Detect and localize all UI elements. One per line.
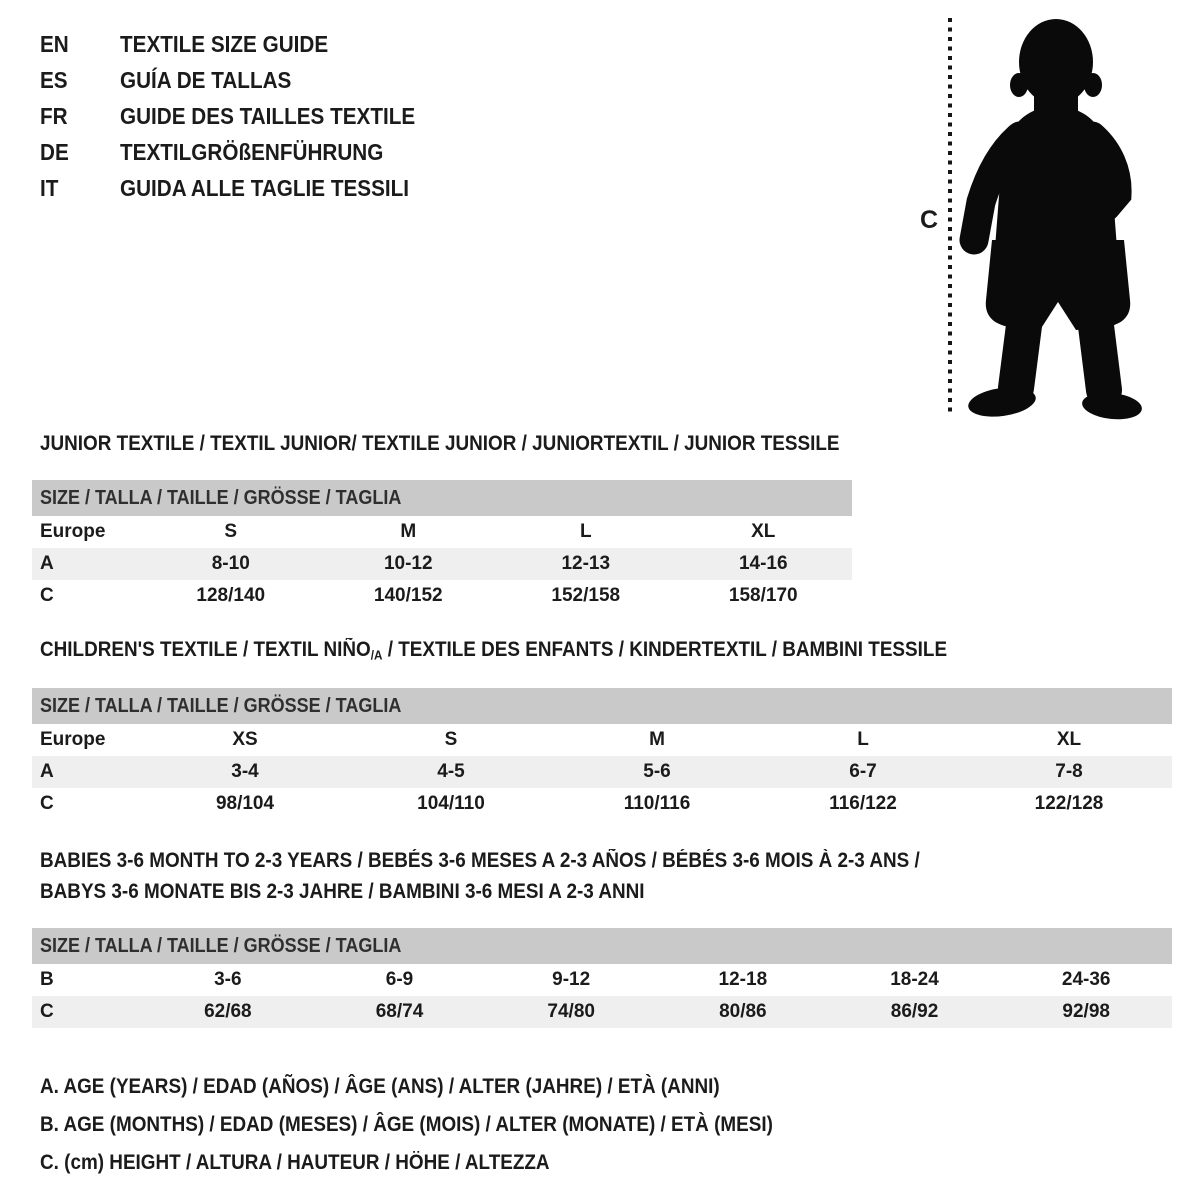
value-cell: 6-7 — [849, 761, 877, 782]
children-title-sub: /A — [370, 647, 383, 663]
value-cell: 8-10 — [211, 553, 250, 574]
value-cell: 92/98 — [1062, 1001, 1110, 1022]
value-cell: 110/116 — [623, 793, 691, 814]
size-band — [32, 688, 1172, 724]
language-row-en — [40, 26, 448, 62]
size-header-cell: XS — [232, 729, 258, 750]
junior-section-title — [40, 432, 928, 456]
region-header-cell: Europe — [40, 521, 106, 542]
babies-title-line1: BABIES 3-6 MONTH TO 2-3 YEARS / BEBÉS 3-6 MESES A 2-3 AÑOS / BÉBÉS 3-6 MOIS À 2-3 ANS / — [40, 849, 920, 872]
babies-section-title — [40, 845, 1018, 907]
guide-title-de: TEXTILGRÖßENFÜHRUNG — [120, 138, 384, 165]
size-header-cell: L — [579, 521, 592, 542]
children-section-title-text — [40, 638, 947, 662]
table-header-row — [32, 516, 852, 548]
size-band — [32, 928, 1172, 964]
table-header-row — [32, 724, 1172, 756]
size-header-cell: S — [224, 521, 238, 542]
toddler-silhouette-icon — [966, 19, 1143, 422]
babies-size-table — [32, 928, 1172, 1028]
value-cell: 68/74 — [375, 1001, 424, 1022]
language-code: FR — [40, 102, 68, 129]
value-cell: 128/140 — [196, 585, 266, 606]
value-cell: 3-6 — [214, 969, 242, 990]
size-band — [32, 480, 852, 516]
language-title-block — [40, 26, 448, 206]
height-measure-label: C — [920, 206, 939, 234]
guide-title-it: GUIDA ALLE TAGLIE TESSILI — [120, 174, 410, 201]
size-header-cell: M — [400, 521, 417, 542]
guide-title-en: TEXTILE SIZE GUIDE — [120, 30, 329, 57]
value-cell: 86/92 — [890, 1001, 939, 1022]
language-code: ES — [40, 66, 68, 93]
children-title-pre: CHILDREN'S TEXTILE / TEXTIL NIÑO — [40, 638, 371, 661]
language-row-es — [40, 62, 448, 98]
value-cell: 122/128 — [1034, 793, 1104, 814]
language-code: EN — [40, 30, 69, 57]
size-header-cell: M — [649, 729, 665, 750]
value-cell: 152/158 — [551, 585, 621, 606]
language-row-de — [40, 134, 448, 170]
guide-title-es: GUÍA DE TALLAS — [120, 66, 292, 93]
region-header-cell: Europe — [40, 729, 106, 750]
value-cell: 98/104 — [215, 793, 275, 814]
value-cell: 10-12 — [383, 553, 433, 574]
size-header-cell: XL — [751, 521, 776, 542]
value-cell: 62/68 — [204, 1001, 252, 1022]
junior-section-title-text: JUNIOR TEXTILE / TEXTIL JUNIOR/ TEXTILE JUNIOR / JUNIORTEXTIL / JUNIOR TESSILE — [40, 432, 840, 455]
guide-title-fr: GUIDE DES TAILLES TEXTILE — [120, 102, 416, 129]
table-row-height — [32, 996, 1172, 1028]
value-cell: 18-24 — [890, 969, 939, 990]
language-code: DE — [40, 138, 69, 165]
size-band-label: SIZE / TALLA / TAILLE / GRÖSSE / TAGLIA — [40, 694, 402, 717]
row-label-cell: C — [40, 793, 54, 814]
legend-line-c: C. (cm) HEIGHT / ALTURA / HAUTEUR / HÖHE / ALTEZZA — [40, 1151, 550, 1174]
value-cell: 104/110 — [417, 793, 485, 814]
value-cell: 14-16 — [738, 553, 788, 574]
legend-line-b: B. AGE (MONTHS) / EDAD (MESES) / ÂGE (MOIS) / ALTER (MONATE) / ETÀ (MESI) — [40, 1113, 773, 1136]
value-cell: 24-36 — [1061, 969, 1111, 990]
value-cell: 80/86 — [719, 1001, 767, 1022]
value-cell: 5-6 — [643, 761, 671, 782]
row-label-cell: A — [40, 761, 54, 782]
size-header-cell: S — [444, 729, 458, 750]
row-label-cell: A — [40, 553, 54, 574]
value-cell: 4-5 — [437, 761, 465, 782]
value-cell: 12-13 — [561, 553, 611, 574]
value-cell: 12-18 — [718, 969, 768, 990]
legend-line-a: A. AGE (YEARS) / EDAD (AÑOS) / ÂGE (ANS) / ALTER (JAHRE) / ETÀ (ANNI) — [40, 1075, 720, 1098]
table-row-height — [32, 580, 852, 612]
junior-size-table — [32, 480, 852, 612]
babies-title-line2: BABYS 3-6 MONATE BIS 2-3 JAHRE / BAMBINI 3-6 MESI A 2-3 ANNI — [40, 880, 645, 903]
table-row-age-months — [32, 964, 1172, 996]
table-row-age — [32, 548, 852, 580]
value-cell: 140/152 — [373, 585, 443, 606]
value-cell: 6-9 — [385, 969, 414, 990]
value-cell: 116/122 — [829, 793, 897, 814]
value-cell: 7-8 — [1055, 761, 1083, 782]
value-cell: 3-4 — [231, 761, 259, 782]
children-section-title — [40, 638, 1048, 662]
size-band-label: SIZE / TALLA / TAILLE / GRÖSSE / TAGLIA — [40, 486, 402, 509]
value-cell: 74/80 — [547, 1001, 595, 1022]
row-label-cell: C — [40, 1001, 54, 1022]
table-row-age — [32, 756, 1172, 788]
language-code: IT — [40, 174, 59, 201]
size-header-cell: L — [857, 729, 869, 750]
row-label-cell: C — [40, 585, 54, 606]
value-cell: 158/170 — [728, 585, 798, 606]
value-cell: 9-12 — [552, 969, 591, 990]
language-row-it — [40, 170, 448, 206]
toddler-figure — [880, 0, 1200, 430]
size-header-cell: XL — [1056, 729, 1082, 750]
language-row-fr — [40, 98, 448, 134]
size-band-label: SIZE / TALLA / TAILLE / GRÖSSE / TAGLIA — [40, 934, 402, 957]
children-size-table — [32, 688, 1172, 820]
children-title-post: / TEXTILE DES ENFANTS / KINDERTEXTIL / BAMBINI TESSILE — [382, 638, 948, 661]
row-label-cell: B — [40, 969, 54, 990]
measurement-legend — [40, 1068, 854, 1182]
table-row-height — [32, 788, 1172, 820]
